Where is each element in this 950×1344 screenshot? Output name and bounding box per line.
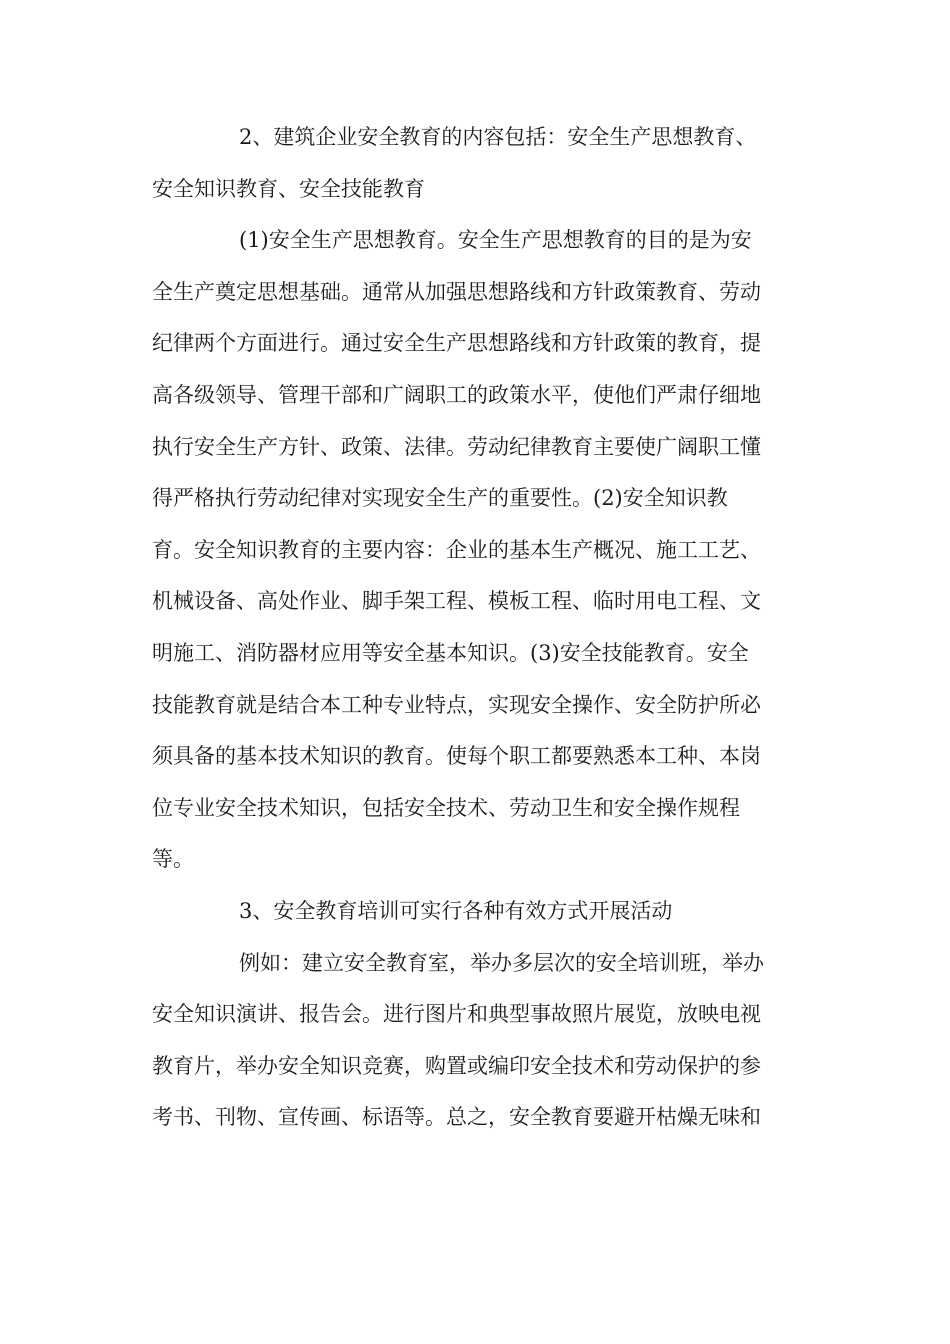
text-line: 明施工、消防器材应用等安全基本知识。(3)安全技能教育。安全: [152, 640, 749, 665]
text-line: (1)安全生产思想教育。安全生产思想教育的目的是为安: [239, 228, 752, 253]
text-line: 位专业安全技术知识，包括安全技术、劳动卫生和安全操作规程: [152, 795, 740, 820]
text-line: 得严格执行劳动纪律对实现安全生产的重要性。(2)安全知识教: [152, 486, 728, 511]
document-body: [152, 112, 812, 1144]
text-line: 3、安全教育培训可实行各种有效方式开展活动: [239, 898, 673, 923]
text-line: 安全知识演讲、报告会。进行图片和典型事故照片展览，放映电视: [152, 1002, 761, 1027]
text-line: 等。: [152, 847, 194, 872]
text-line: 高各级领导、管理干部和广阔职工的政策水平，使他们严肃仔细地: [152, 382, 761, 407]
text-line: 执行安全生产方针、政策、法律。劳动纪律教育主要使广阔职工懂: [152, 434, 761, 459]
text-line: 安全知识教育、安全技能教育: [152, 176, 425, 201]
text-line: 须具备的基本技术知识的教育。使每个职工都要熟悉本工种、本岗: [152, 744, 761, 769]
text-line: 例如：建立安全教育室，举办多层次的安全培训班，举办: [239, 950, 764, 975]
text-line: 技能教育就是结合本工种专业特点，实现安全操作、安全防护所必: [152, 692, 761, 717]
text-line: 纪律两个方面进行。通过安全生产思想路线和方针政策的教育，提: [152, 331, 761, 356]
text-line: 教育片，举办安全知识竞赛，购置或编印安全技术和劳动保护的参: [152, 1053, 761, 1078]
text-line: 全生产奠定思想基础。通常从加强思想路线和方针政策教育、劳动: [152, 279, 761, 304]
text-line: 育。安全知识教育的主要内容：企业的基本生产概况、施工工艺、: [152, 537, 761, 562]
text-line: 考书、刊物、宣传画、标语等。总之，安全教育要避开枯燥无味和: [152, 1105, 761, 1130]
text-line: 2、建筑企业安全教育的内容包括：安全生产思想教育、: [239, 125, 757, 149]
text-line: 机械设备、高处作业、脚手架工程、模板工程、临时用电工程、文: [152, 589, 761, 614]
